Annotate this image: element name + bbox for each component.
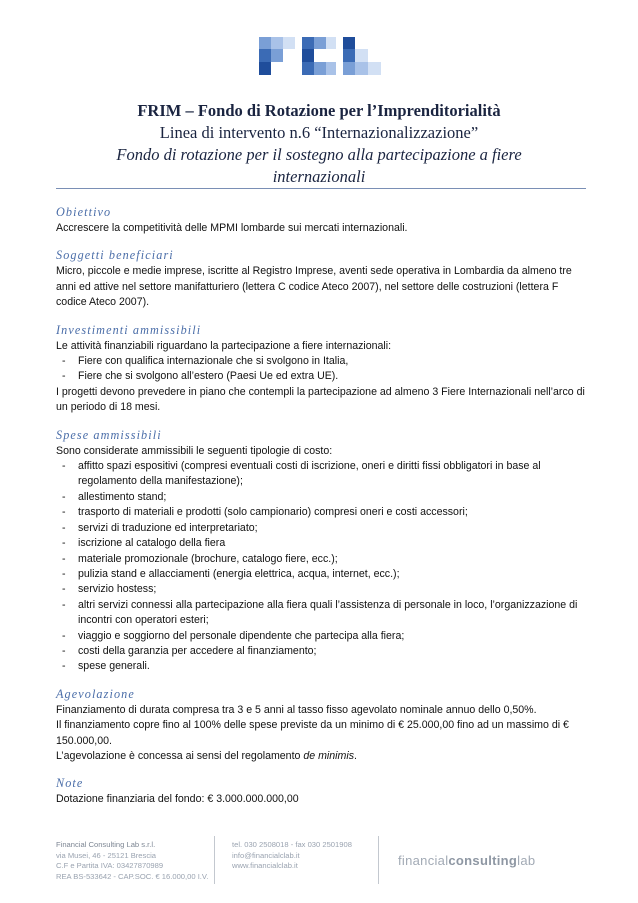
list-item: - allestimento stand; [62,490,588,505]
footer-rea: REA BS-533642 - CAP.SOC. € 16.000,00 I.V. [56,871,209,881]
agevolazione-line-2: Il finanziamento copre fino al 100% delle spese previste da un minimo di € 25.000,00 fino ad un massimo di € 150.000,00. [56,719,569,747]
heading-beneficiari: Soggetti beneficiari [56,248,174,263]
investimenti-outro: I progetti devono prevedere in piano che contempli la partecipazione ad almeno 3 Fiere Internazionali nell’arco di un periodo di 18 mesi. [56,385,585,414]
footer-divider [214,836,215,884]
spese-list [56,459,588,675]
footer-divider [378,836,379,884]
footer-email[interactable]: info@financialclab.it [232,850,300,860]
agevolazione-line-3-prefix: L’agevolazione è concessa ai sensi del regolamento [56,749,304,762]
de-minimis-term: de minimis [303,749,354,762]
list-item: - costi della garanzia per accedere al finanziamento; [62,644,588,659]
footer-company: Financial Consulting Lab s.r.l. [56,840,156,849]
list-item: - spese generali. [62,659,588,674]
document-body [56,204,588,819]
footer-contacts [232,840,352,872]
section-obiettivo [56,204,588,236]
footer-brand [398,853,535,868]
note-text: Dotazione finanziaria del fondo: € 3.000.000.000,00 [56,793,299,806]
list-item: - altri servizi connessi alla partecipazione alla fiera quali l’assistenza di personale in loco, l’organizzazione di incontri con operatori esteri; [62,598,588,629]
agevolazione-line-3 [56,749,588,764]
list-item: - Fiere che si svolgono all’estero (Paesi Ue ed extra UE). [62,369,588,384]
list-item: - pulizia stand e allacciamenti (energia elettrica, acqua, internet, ecc.); [62,567,588,582]
title-line-1: FRIM – Fondo di Rotazione per l’Imprenditorialità [137,101,501,120]
title-line-2: Linea di intervento n.6 “Internazionalizzazione” [159,123,479,142]
beneficiari-text: Micro, piccole e medie imprese, iscritte al Registro Imprese, aventi sede operativa in Lombardia da almeno tre anni ed attive nel settore manifatturiero (lettera C codice Ateco 2007), nel settore delle costruzioni (lettera F codice Ateco 2007). [56,265,572,309]
company-logo [259,37,381,75]
spese-intro: Sono considerate ammissibili le seguenti tipologie di costo: [56,444,333,457]
footer-address: via Musei, 46 - 25121 Brescia [56,850,157,860]
brand-part-2: consulting [448,853,518,868]
list-item: - trasporto di materiali e prodotti (solo campionario) compresi oneri e costi accessori; [62,505,588,520]
footer-web[interactable]: www.financialclab.it [232,861,298,870]
footer-phone: tel. 030 2508018 - fax 030 2501908 [232,840,352,849]
heading-agevolazione: Agevolazione [56,686,135,701]
brand-part-3: lab [517,853,536,868]
brand-part-1: financial [398,853,449,868]
list-item: - viaggio e soggiorno del personale dipendente che partecipa alla fiera; [62,629,588,644]
heading-spese: Spese ammissibili [56,427,162,442]
section-note [56,775,588,807]
footer-company-info [56,840,208,882]
agevolazione-line-1: Finanziamento di durata compresa tra 3 e 5 anni al tasso fisso agevolato nominale annuo dello 0,50%. [56,703,537,716]
heading-investimenti: Investimenti ammissibili [56,322,202,337]
heading-note: Note [56,776,84,791]
title-line-3b: internazionali [272,167,366,186]
list-item: - affitto spazi espositivi (compresi eventuali costi di iscrizione, oneri e diritti fissi obbligatori in base al regolamento della manifestazione); [62,459,588,490]
heading-obiettivo: Obiettivo [56,205,112,219]
title-divider [56,188,586,189]
obiettivo-text: Accrescere la competitività delle MPMI lombarde sui mercati internazionali. [56,222,408,234]
list-item: - servizi di traduzione ed interpretariato; [62,521,588,536]
section-spese [56,427,588,675]
section-agevolazione [56,686,588,765]
investimenti-intro: Le attività finanziabili riguardano la partecipazione a fiere internazionali: [56,339,392,352]
list-item: - servizio hostess; [62,582,588,597]
page-footer [0,830,638,890]
investimenti-list [56,354,588,385]
list-item: - iscrizione al catalogo della fiera [62,536,588,551]
agevolazione-line-3-suffix: . [354,749,357,762]
document-title [40,100,598,188]
list-item: - Fiere con qualifica internazionale che si svolgono in Italia, [62,354,588,369]
list-item: - materiale promozionale (brochure, catalogo fiere, ecc.); [62,552,588,567]
title-line-3a: Fondo di rotazione per il sostegno alla partecipazione a fiere [116,145,522,164]
section-beneficiari [56,247,588,310]
section-investimenti [56,322,588,416]
footer-vat: C.F e Partita IVA: 03427870989 [56,861,164,870]
